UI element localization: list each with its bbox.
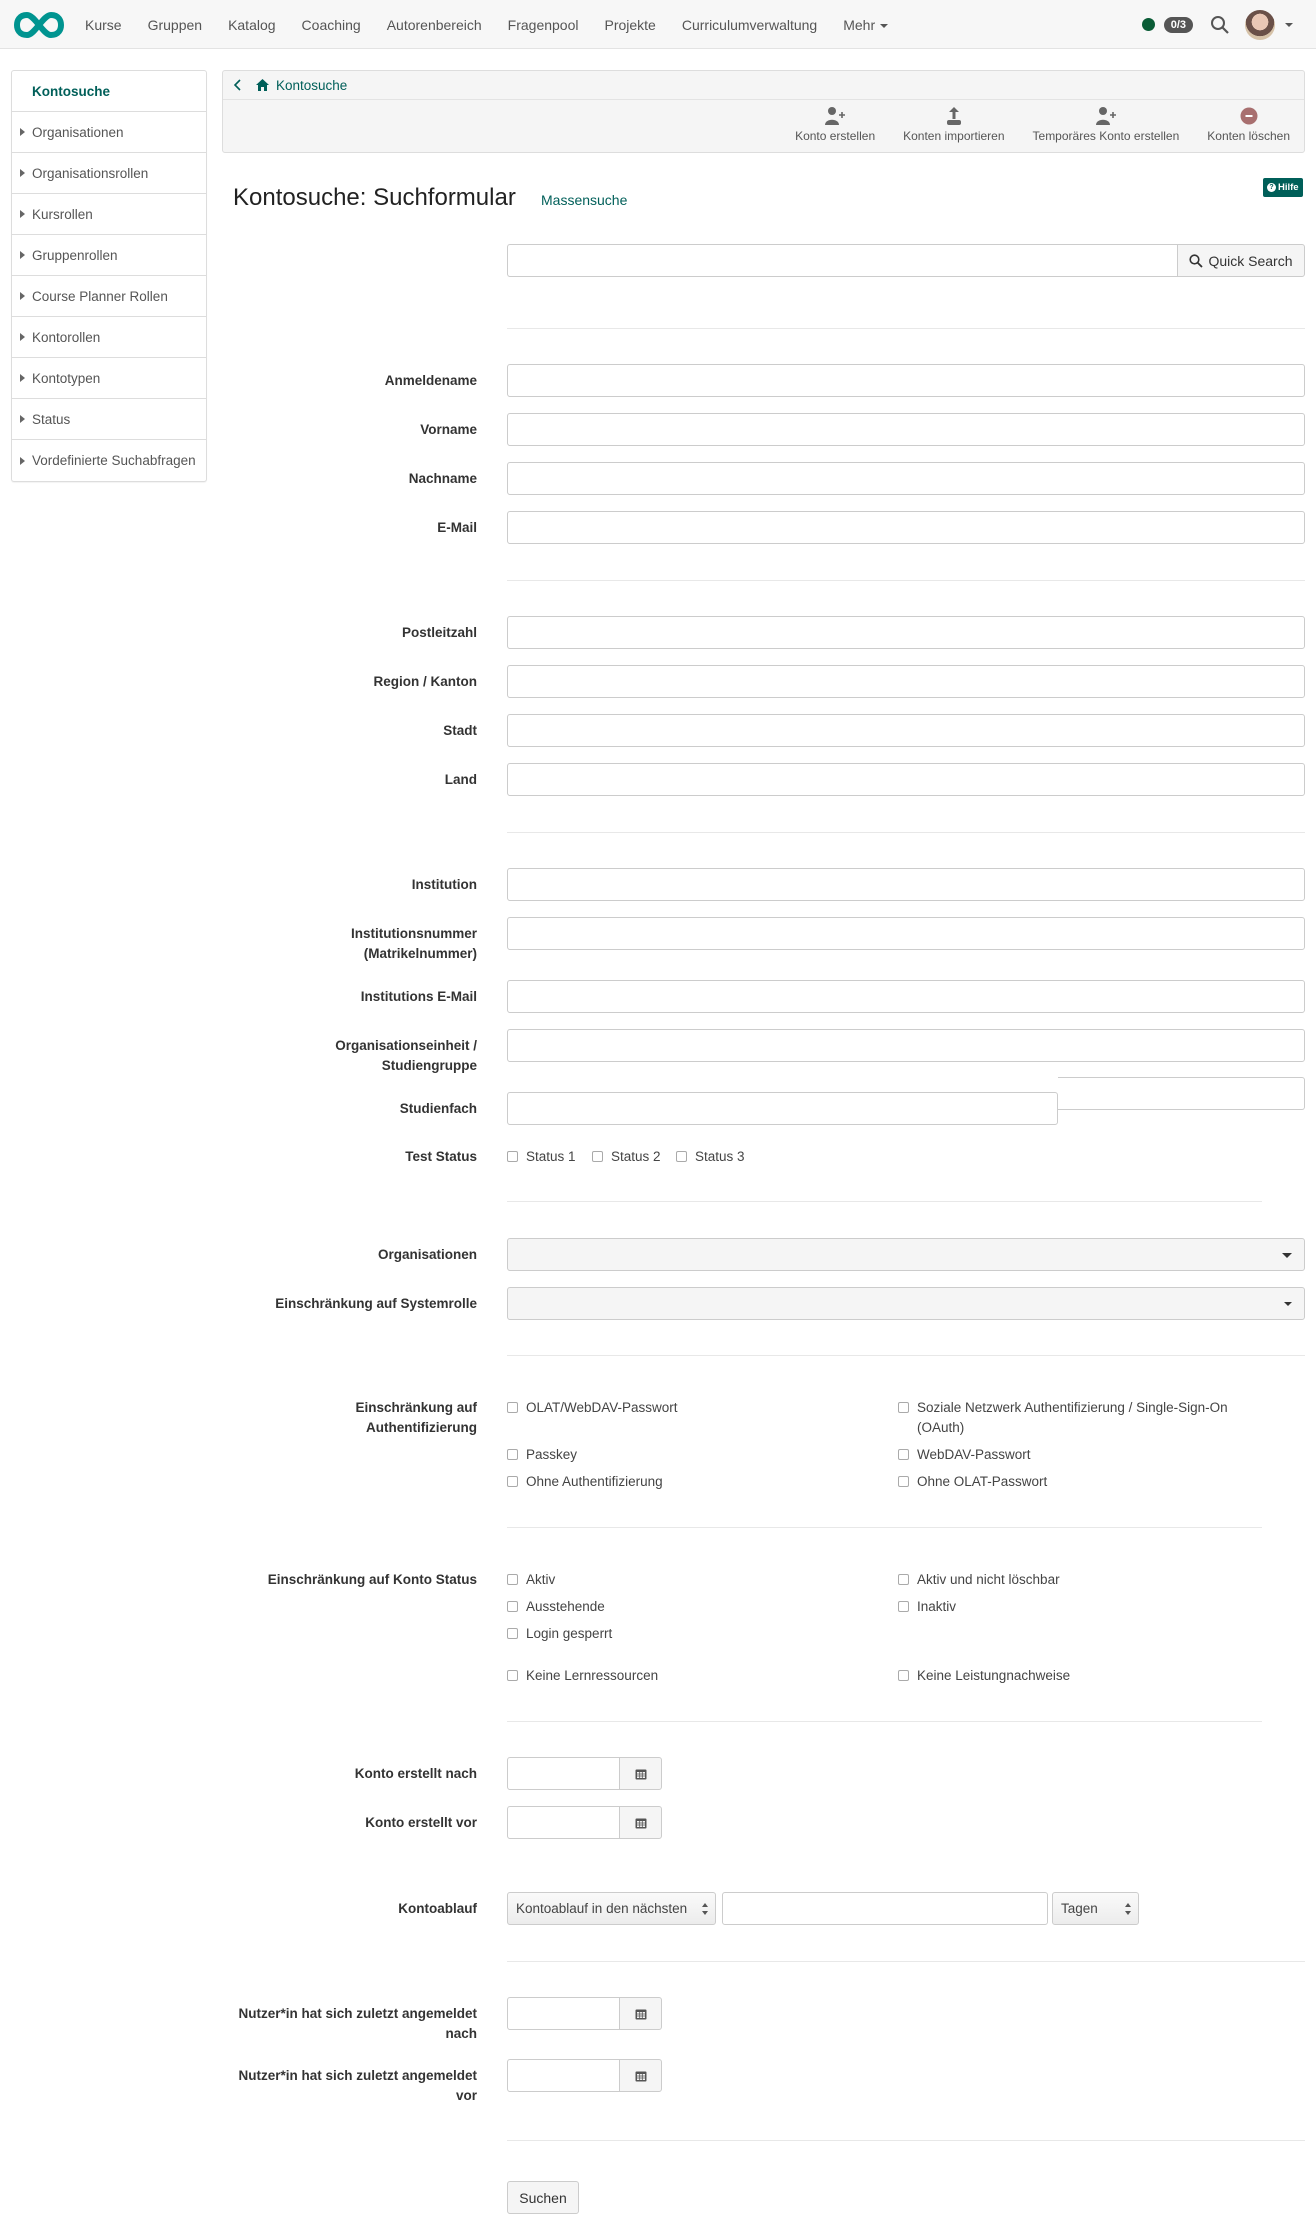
- region-label: Region / Kanton: [373, 674, 477, 689]
- sidebar-item-label: Kursrollen: [32, 206, 93, 222]
- expiry-unit-value: Tagen: [1061, 1901, 1098, 1916]
- study-subject-label: Studienfach: [399, 1101, 477, 1116]
- question-circle-icon: ?: [1267, 183, 1276, 192]
- online-status-icon[interactable]: [1142, 18, 1155, 31]
- sidebar-item-label: Kontorollen: [32, 329, 101, 345]
- nav-curriculumverwaltung[interactable]: Curriculumverwaltung: [681, 16, 818, 33]
- nav-coaching[interactable]: Coaching: [301, 16, 361, 33]
- country-field[interactable]: [507, 763, 1305, 796]
- status-inactive-checkbox[interactable]: [898, 1597, 956, 1617]
- home-icon[interactable]: [255, 78, 270, 92]
- search-icon[interactable]: [1210, 15, 1230, 35]
- login-after-label: Nutzer*in hat sich zuletzt angemeldet nach: [238, 2006, 477, 2041]
- created-before-datepicker: [507, 1806, 662, 1839]
- page-title: Kontosuche: Suchformular: [233, 184, 516, 211]
- created-after-datepicker: [507, 1757, 662, 1790]
- calendar-icon: [635, 1817, 647, 1829]
- nav-tools: [1142, 0, 1316, 49]
- login-label: Anmeldename: [384, 373, 477, 388]
- status-pending-checkbox[interactable]: [507, 1597, 605, 1617]
- created-before-input[interactable]: [507, 1806, 620, 1839]
- checkbox-icon: [507, 1574, 518, 1585]
- login-field[interactable]: [507, 364, 1305, 397]
- auth-restriction-label: Einschränkung auf Authentifizierung: [355, 1400, 477, 1435]
- checkbox-label: Ohne Authentifizierung: [526, 1474, 663, 1489]
- quick-search-label: Quick Search: [1208, 252, 1293, 269]
- lastname-field[interactable]: [507, 462, 1305, 495]
- institution-email-label: Institutions E-Mail: [360, 989, 477, 1004]
- created-after-input[interactable]: [507, 1757, 620, 1790]
- caret-right-icon: [20, 128, 25, 136]
- created-before-label: Konto erstellt vor: [365, 1815, 477, 1830]
- calendar-icon: [635, 2008, 647, 2020]
- calendar-icon: [635, 1768, 647, 1780]
- checkbox-icon: [898, 1402, 909, 1413]
- search-icon: [1189, 254, 1203, 268]
- checkbox-icon: [898, 1449, 909, 1460]
- test-status-label: Test Status: [405, 1149, 477, 1164]
- import-accounts-label: Konten importieren: [903, 129, 1005, 143]
- sidebar-item-organisationen[interactable]: [12, 112, 206, 153]
- nav-mehr-label: Mehr: [843, 16, 876, 33]
- minus-circle-icon: [1237, 106, 1261, 126]
- sidebar-item-gruppenrollen[interactable]: [12, 235, 206, 276]
- checkbox-label: Ausstehende: [526, 1599, 605, 1614]
- quick-search-input[interactable]: [507, 244, 1178, 277]
- divider: [507, 1527, 1262, 1528]
- checkbox-icon: [507, 1402, 518, 1413]
- divider: [507, 832, 1305, 833]
- expiry-mode-value: Kontoablauf in den nächsten: [516, 1901, 688, 1916]
- breadcrumb-current[interactable]: Kontosuche: [276, 77, 348, 93]
- help-button[interactable]: [1263, 178, 1303, 197]
- institution-field[interactable]: [507, 868, 1305, 901]
- org-unit-label: Organisationseinheit / Studiengruppe: [335, 1038, 477, 1073]
- checkbox-label: Soziale Netzwerk Authentifizierung / Single-Sign-On (OAuth): [917, 1400, 1228, 1435]
- checkbox-icon: [507, 1628, 518, 1639]
- caret-right-icon: [20, 374, 25, 382]
- expiry-unit-select[interactable]: [1052, 1892, 1139, 1925]
- divider: [507, 328, 1305, 329]
- caret-right-icon: [20, 210, 25, 218]
- caret-right-icon: [20, 333, 25, 341]
- checkbox-label: Keine Lernressourcen: [526, 1668, 659, 1683]
- calendar-button[interactable]: [619, 2059, 662, 2092]
- user-plus-icon: [823, 106, 847, 126]
- checkbox-icon: [898, 1574, 909, 1585]
- institution-number-label: Institutionsnummer (Matrikelnummer): [350, 926, 477, 961]
- caret-down-icon: [1284, 1302, 1292, 1306]
- caret-down-icon: [880, 24, 888, 28]
- calendar-button[interactable]: [619, 1806, 662, 1839]
- system-role-label: Einschränkung auf Systemrolle: [275, 1296, 477, 1311]
- sidebar-item-label: Organisationen: [32, 124, 124, 140]
- nav-gruppen[interactable]: Gruppen: [147, 16, 203, 33]
- create-account-button[interactable]: [781, 106, 889, 143]
- sidebar-item-kontosuche[interactable]: [12, 71, 206, 112]
- checkbox-label: Status 3: [695, 1149, 745, 1164]
- test-status-1-checkbox[interactable]: [507, 1147, 576, 1167]
- caret-right-icon: [20, 457, 25, 465]
- login-after-input[interactable]: [507, 1997, 620, 2030]
- sidebar-item-label: Organisationsrollen: [32, 165, 149, 181]
- firstname-label: Vorname: [420, 422, 477, 437]
- upload-icon: [942, 106, 966, 126]
- checkbox-icon: [507, 1449, 518, 1460]
- quick-search-button[interactable]: [1177, 244, 1305, 277]
- checkbox-icon: [898, 1601, 909, 1612]
- expiry-label: Kontoablauf: [398, 1901, 477, 1916]
- caret-right-icon: [20, 169, 25, 177]
- no-certificates-checkbox[interactable]: [898, 1666, 1070, 1686]
- expiry-days-input[interactable]: [722, 1892, 1048, 1925]
- create-temporary-account-label: Temporäres Konto erstellen: [1032, 129, 1180, 143]
- city-field[interactable]: [507, 714, 1305, 747]
- status-active-checkbox[interactable]: [507, 1570, 555, 1590]
- caret-down-icon[interactable]: [1285, 23, 1293, 27]
- sidebar-item-kursrollen[interactable]: [12, 194, 206, 235]
- checkbox-label: WebDAV-Passwort: [917, 1447, 1031, 1462]
- checkbox-icon: [507, 1151, 518, 1162]
- divider: [507, 580, 1305, 581]
- sidebar-item-vordefinierte-suchabfragen[interactable]: [12, 440, 206, 481]
- checkbox-label: Aktiv und nicht löschbar: [917, 1572, 1060, 1587]
- import-accounts-button[interactable]: [889, 106, 1018, 143]
- calendar-button[interactable]: [619, 1757, 662, 1790]
- auth-none-checkbox[interactable]: [507, 1472, 663, 1492]
- status-active-undeletable-checkbox[interactable]: [898, 1570, 1060, 1590]
- divider: [507, 1201, 1262, 1202]
- auth-no-olat-password-checkbox[interactable]: [898, 1472, 1047, 1492]
- auth-passkey-checkbox[interactable]: [507, 1445, 577, 1465]
- checkbox-icon: [592, 1151, 603, 1162]
- no-learning-resources-checkbox[interactable]: [507, 1666, 658, 1686]
- login-before-label: Nutzer*in hat sich zuletzt angemeldet vor: [238, 2068, 477, 2103]
- top-navbar: [0, 0, 1316, 49]
- account-status-label: Einschränkung auf Konto Status: [267, 1572, 477, 1587]
- nav-mehr-dropdown[interactable]: [830, 17, 901, 33]
- checkbox-label: Login gesperrt: [526, 1626, 613, 1641]
- institution-email-field[interactable]: [507, 980, 1305, 1013]
- calendar-icon: [635, 2070, 647, 2082]
- delete-accounts-button[interactable]: [1193, 106, 1304, 143]
- institution-number-field[interactable]: [507, 917, 1305, 950]
- breadcrumb: [223, 71, 1304, 100]
- sidebar: [11, 70, 207, 482]
- help-label: Hilfe: [1278, 182, 1299, 193]
- checkbox-icon: [898, 1476, 909, 1487]
- checkbox-icon: [898, 1670, 909, 1681]
- auth-oauth-checkbox[interactable]: [898, 1398, 1258, 1438]
- checkbox-label: Ohne OLAT-Passwort: [917, 1474, 1048, 1489]
- select-arrows-icon: [1125, 1903, 1132, 1915]
- sidebar-item-label: Vordefinierte Suchabfragen: [32, 453, 196, 468]
- country-label: Land: [444, 772, 477, 787]
- zip-field[interactable]: [507, 616, 1305, 649]
- region-field[interactable]: [507, 665, 1305, 698]
- created-after-label: Konto erstellt nach: [354, 1766, 477, 1781]
- toolbar-panel: [222, 70, 1305, 153]
- organisations-select[interactable]: [507, 1238, 1305, 1271]
- caret-right-icon: [20, 251, 25, 259]
- delete-accounts-label: Konten löschen: [1207, 129, 1290, 143]
- nav-projekte[interactable]: Projekte: [604, 16, 656, 33]
- checkbox-label: Keine Leistungnachweise: [917, 1668, 1071, 1683]
- checkbox-label: Status 2: [611, 1149, 661, 1164]
- render-artifact-field: [1058, 1077, 1305, 1110]
- main-menu: [72, 0, 901, 49]
- sidebar-item-organisationsrollen[interactable]: [12, 153, 206, 194]
- system-role-select[interactable]: [507, 1287, 1305, 1320]
- checkbox-icon: [507, 1670, 518, 1681]
- search-submit-button[interactable]: Suchen: [507, 2181, 579, 2214]
- auth-olat-webdav-checkbox[interactable]: [507, 1398, 678, 1418]
- test-status-2-checkbox[interactable]: [592, 1147, 661, 1167]
- openolat-logo-icon[interactable]: [13, 11, 65, 39]
- open-resources-badge[interactable]: 0/3: [1164, 17, 1193, 33]
- checkbox-label: Passkey: [526, 1447, 578, 1462]
- login-after-datepicker: [507, 1997, 662, 2030]
- checkbox-icon: [507, 1476, 518, 1487]
- mass-search-link[interactable]: Massensuche: [541, 192, 628, 208]
- checkbox-label: Aktiv: [526, 1572, 556, 1587]
- lastname-label: Nachname: [408, 471, 477, 486]
- nav-katalog[interactable]: Katalog: [228, 16, 276, 33]
- toolbar-actions: [781, 106, 1304, 143]
- sidebar-item-course-planner-rollen[interactable]: [12, 276, 206, 317]
- user-avatar[interactable]: [1245, 10, 1275, 40]
- divider: [507, 1355, 1305, 1356]
- create-account-label: Konto erstellen: [795, 129, 876, 143]
- checkbox-label: Inaktiv: [917, 1599, 957, 1614]
- chevron-left-icon[interactable]: [231, 78, 245, 92]
- caret-right-icon: [20, 292, 25, 300]
- sidebar-item-label: Kontotypen: [32, 370, 101, 386]
- status-login-blocked-checkbox[interactable]: [507, 1624, 612, 1644]
- calendar-button[interactable]: [619, 1997, 662, 2030]
- email-label: E-Mail: [437, 520, 477, 535]
- org-unit-field[interactable]: [507, 1029, 1305, 1062]
- checkbox-icon: [676, 1151, 687, 1162]
- sidebar-item-kontotypen[interactable]: [12, 358, 206, 399]
- login-before-input[interactable]: [507, 2059, 620, 2092]
- sidebar-item-label: Status: [32, 411, 71, 427]
- organisations-label: Organisationen: [377, 1247, 477, 1262]
- email-field[interactable]: [507, 511, 1305, 544]
- expiry-mode-select[interactable]: [507, 1892, 716, 1925]
- sidebar-item-label: Gruppenrollen: [32, 247, 118, 263]
- checkbox-label: OLAT/WebDAV-Passwort: [526, 1400, 678, 1415]
- select-arrows-icon: [702, 1903, 709, 1915]
- login-before-datepicker: [507, 2059, 662, 2092]
- checkbox-icon: [507, 1601, 518, 1612]
- test-status-3-checkbox[interactable]: [676, 1147, 745, 1167]
- institution-label: Institution: [411, 877, 477, 892]
- nav-kurse[interactable]: Kurse: [85, 16, 122, 33]
- auth-webdav-checkbox[interactable]: [898, 1445, 1031, 1465]
- divider: [507, 1721, 1262, 1722]
- sidebar-item-kontorollen[interactable]: [12, 317, 206, 358]
- zip-label: Postleitzahl: [401, 625, 477, 640]
- study-subject-field[interactable]: [507, 1092, 1058, 1125]
- create-temporary-account-button[interactable]: [1019, 106, 1194, 143]
- user-plus-icon: [1094, 106, 1118, 126]
- firstname-field[interactable]: [507, 413, 1305, 446]
- checkbox-label: Status 1: [526, 1149, 576, 1164]
- sidebar-item-label: Course Planner Rollen: [32, 288, 168, 304]
- sidebar-item-label: Kontosuche: [32, 83, 111, 99]
- city-label: Stadt: [443, 723, 477, 738]
- nav-fragenpool[interactable]: Fragenpool: [507, 16, 579, 33]
- sidebar-item-status[interactable]: [12, 399, 206, 440]
- caret-right-icon: [20, 415, 25, 423]
- caret-down-icon: [1282, 1253, 1292, 1258]
- divider: [507, 1961, 1305, 1962]
- nav-autorenbereich[interactable]: Autorenbereich: [386, 16, 482, 33]
- divider: [507, 2140, 1305, 2141]
